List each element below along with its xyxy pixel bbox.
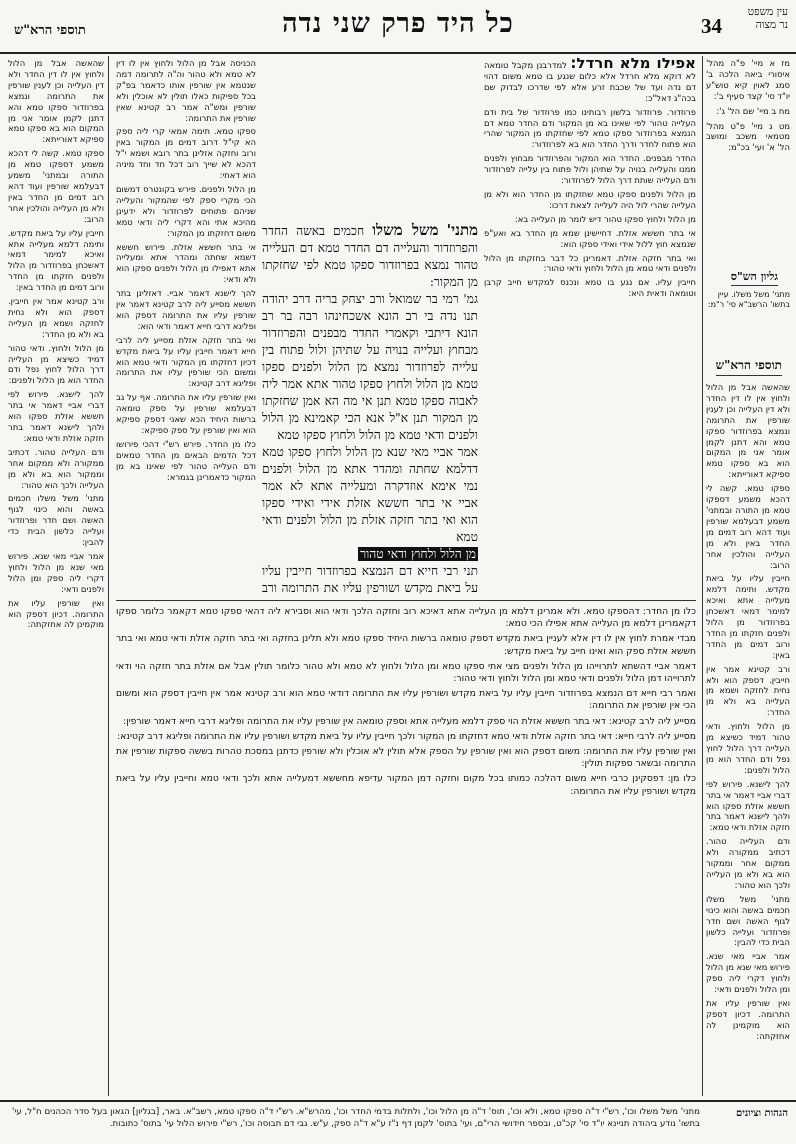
header-left-title: תוספי הרא"ש [14,23,86,38]
rashi-paragraph: פרוזדור. פרוזדור בלשון רבותינו כמו פרוזדור של בית ודם העלייה טהור לפי שאינו בא מן המקור ודם החדר טמא דם הנמצא בפרוזדור ספקו טמא לפי שחזקתו מן המקור שהרי הוא פתוח לחדר ודרך החדר הוא בא לפרוזדור: [484,106,696,150]
tosafot-paragraph: ואי בתר חזקה אזלת מסייע ליה לרבי חייא דאמר חייבין עליו על ביאת מקדש דכיון דחזקתו מן המקור ודאי טמא הוא ומשום הכי שורפין עליו את התרומה ופליגא דרב קטינא: [116,334,256,389]
page-header [0,0,796,54]
gemara-paragraph [262,546,478,563]
section-divider [116,600,696,601]
tosafot-paragraph: ספקו טמא. תימה אמאי קרי ליה ספק הא קי"ל דרוב דמים מן המקור באין ורוב וחזקה אזלינן בתר רובא ושמא י"ל דהכא לא שייך רוב דכל חד וחד מיניה הוא דאתי: [116,126,256,181]
tosafot-paragraph: הכניסה אבל מן הלול ולחוץ אין לו דין לא טמא ולא טהור וה"ה לתרומה דמה שנטמא אין שורפין אותו כדאמר בפ"ק בכל ספיקות כאלו תולין לא אוכלין ולא שורפין ומש"ה אמר רב קטינא שאין שורפין את התרומה: [116,58,256,123]
left-margin-paragraph: אמר אביי מאי שנא. פירוש מאי שנא מן הלול ולחוץ דקרי ליה ספק ומן הלול ולפנים ודאי: [8,550,104,594]
rashi-paragraph [484,58,696,104]
left-margin-paragraph: חייבין עליו על ביאת מקדש. ותימה דלמא מעלייה אתא ואיכא למימר דמאי דאשכחן בפרוזדור מן הלול ולפנים חזקתו מן החדר ורוב דמים מן החדר באין: [8,227,104,293]
left-margin-paragraph: ספקו טמא. קשה לי דהכא משמע דספקו טמא מן התורה ובמתני' משמע דבעלמא שורפין ועוד דהא רוב דמים מן החדר באין ולא מן העלייה והולכין אחר הרוב: [8,148,104,224]
gemara-paragraph: גמ' רמי בר שמואל ורב יצחק בריה דרב יהודה תנו נדה בי רב הונא אשכחינהו רבה בר רב הונא דיתבי וקאמרי החדר מבפנים והפרוזדור מבחוץ ועלייה בנויה על שתיהן ולול פתוח בין עלייה לפרוזדור נמצא מן הלול ולפנים ספקו טמא מן הלול ולחוץ ספקו טהור אתא אמר ליה לאבוה ספקו טמא תנן אי מה הא אמן שחזקתו מן המקור תנן א"ל אנא הכי קאמינא מן הלול ולפנים ודאי טמא מן הלול ולחוץ ספקו טמא [262,292,478,442]
tosafot-paragraph: ואין שורפין עליו את התרומה. אף על גב דבעלמא שורפין על ספק טומאה ברשות היחיד הכא שאני דספק ספיקא הוא ואין שורפין על ספק ספיקא: [116,392,256,435]
rashi-paragraph: חייבין עליו. אם נגע בו טמא ונכנס למקדש חייב קרבן וטומאה ודאית היא: [484,277,696,299]
page-number: 34 [701,14,722,38]
lower-commentary-paragraph: כלו מן: דפסקינן כרבי חייא משום דהלכה כמותו בכל מקום וחזקה דמן המקור עדיפא מחששא דמעלייה אתא ולכך ודאי טמא וחייבין עליו על ביאת מקדש ושורפין עליו את התרומה: [116,773,696,797]
column-divider [108,56,109,1096]
lower-commentary-paragraph: מסייע ליה לרב קטינא: דאי בתר חששא אזלת הוי ספק דלמא מעלייה אתא וספק טומאה אין שורפין עליו את התרומה ופליגא דרבי חייא דאמר שורפין: [122,715,696,727]
lower-commentary-paragraph: מבדי אמרת לחוץ אין לו דין אלא לעניין ביאת מקדש דספק טומאה ברשות היחיד ספקו טמא ולא תלינן בחזקה ואי בתר חזקה אזלת ודאי טמא ואי בתר חששא אזלת ספק הוא ואינו חייב על ביאת מקדש: [116,633,696,657]
tosafot-harash-label: תוספי הרא"ש [716,358,782,376]
left-margin-paragraph: ודם העלייה טהור. דכתיב ממקורה ולא ממקום אחר וממקור הוא בא ולא מן העלייה ולכך הוא טהור: [8,446,104,490]
tosafot-paragraph: אי בתר חששא אזלת. פירוש חששא דשמא שחתה ומהדר אתא ומעלייה אתא דאפילו מן הלול ולפנים ספקו הוא ולא ודאי: [116,241,256,285]
ein-mishpat-entry: מט ג מיי' פ"ט מהל' מטמאי משכב ומושב הל' א' ועי' בכ"מ: [706,120,790,153]
mishnah-text: חכמים באשה החדר והפרוזדור והעלייה דם החדר טמא דם העלייה טהור נמצא בפרוזדור ספקו טמא לפי שחזקתו מן המקור: [262,224,478,289]
rashi-commentary [484,58,696,578]
ein-mishpat-entry: מח ב מיי' שם הל' ג': [716,105,790,116]
gemara-paragraph: אמר אביי מאי שנא מן הלול ולחוץ ספקו טמא דדלמא שחתה ומהדר אתא מן הלול ולפנים נמי אימא אוזדקרה ומעלייה אתא לא אמר אביי אי בתר חששא אזלת אידי ואידי ספקו הוא ואי בתר חזקה אזלת מן הלול ולפנים ודאי טמא [262,445,478,544]
gemara-main-text [262,222,478,594]
gilyon-label: גליון הש"ס [731,270,778,286]
tosafot-harash-paragraph: ספקו טמא. קשה לי דהכא משמע דספקו טמא מן התורה ובמתני' משמע דבעלמא שורפין ועוד דהא רוב דמים מן החדר באין ולא מן העלייה והולכין אחר הרוב: [706,483,790,570]
rashi-paragraph: מן הלול ולחוץ ספקו טהור דיש לומר מן העלייה בא: [514,213,696,224]
rashi-paragraph-text: למדרבנן מקבל טומאה לא דוקא מלא חרדל אלא כלום שנגע בו טמא משום דהוי דם נדה ועד של שכבת זרע אלא לפי שדרכו לבדוק שם בכה"ג דאל"כ: [484,60,696,103]
tosafot-harash-paragraph: אמר אביי מאי שנא. פירוש מאי שנא מן הלול ולחוץ דקרי ליה ספק ומן הלול ולפנים ודאי: [706,951,790,995]
tosafot-commentary [116,58,256,594]
tosafot-harash-paragraph: להך לישנא. פירוש לפי דברי אביי דאמר אי בתר חששא אזלת ספקו הוא ולהך לישנא דאמר בתר חזקה אזלת ודאי טמא: [706,778,790,833]
tosafot-paragraph: מן הלול ולפנים. פירש בקונטרס דמשום הכי מקרי ספק לפי שהמקור והעלייה שניהם פתוחים לפרוזדור ולא ידעינן מהיכא אתי והא דקרי ליה ודאי טמא משום דחזקתו מן המקור: [116,183,256,238]
left-margin-paragraph: להך לישנא. פירוש לפי דברי אביי דאמר אי בתר חששא אזלת ספקו הוא ולהך לישנא דאמר בתר חזקה אזלת ודאי טמא: [8,389,104,443]
lower-commentary-paragraph: מסייע ליה לרבי חייא: דאי בתר חזקה אזלת ודאי טמא דחזקתו מן המקור ולכך חייבין עליו על ביאת מקדש ושורפין עליו את התרומה ופליגא דרב קטינא: [117,730,696,742]
left-margin-commentary [8,58,104,1094]
tosafot-harash-paragraph: ואין שורפין עליו את התרומה. דכיון דספק הוא מוקמינן לה אחזקתה: [706,997,790,1041]
mishnah-title: משל משלו [372,222,439,239]
tosafot-harash-paragraph: ורב קטינא אמר אין חייבין. דספק הוא ולא נחית לחזקה ושמא מן העלייה בא ולא מן החדר: [706,663,790,718]
lower-commentary-paragraph: דאמר אביי דהשתא לתרוייהו מן הלול ולפנים מצי אתי ספקו טמא ומן הלול ולחוץ לא טמא ולא טהור כלומר תולין אבל אם אזלת בתר חזקה הוי ודאי לתרוייהו דמן הלול ולפנים ודאי טמא ומן הלול ולחוץ ודאי טהור: [116,660,696,685]
tosafot-paragraph: להך לישנא דאמר אביי. דאזלינן בתר חששא מסייע ליה לרב קטינא דאמר אין שורפין עליו את התרומה דספק הוא ופליגא דרבי חייא דאמר ודאי הוא: [116,288,256,331]
tosafot-harash-paragraph: שהאשה אבל מן הלול ולחוץ אין לו דין החדר ולא דין העלייה וכן לענין שורפין את התרומה ונמצא בפרוזדור ספקו טמא והא דתנן לקמן אומר אני מן המקום הוא בא ספקו טמא ספיקא דאורייתא: [706,382,790,480]
left-margin-paragraph: ורב קטינא אמר אין חייבין. דספק הוא ולא נחית לחזקה ושמא מן העלייה בא ולא מן החדר: [8,296,104,339]
left-margin-paragraph: ואין שורפין עליו את התרומה. דכיון דספק הוא מוקמינן לה אחזקתה: [8,597,104,630]
tosafot-paragraph: כלו מן החדר. פירש רש"י דהכי פירושו דכל הדמים הבאים מן החדר טמאים ודם העלייה טהור לפי שאינו בא מן המקור כדאמרינן בגמרא: [116,438,256,482]
rashi-paragraph: ואי בתר חזקה אזלת. דאמרינן כל דבר בחזקתו מן הלול ולפנים ודאי טמא מן הלול ולחוץ ודאי טהור: [484,252,696,274]
left-margin-paragraph: מן הלול ולחוץ. ודאי טהור דמיד כשיצא מן העלייה דרך הלול לחוץ נפל ודם החדר הוא מן הלול ולפנים: [8,342,104,386]
lower-commentary-block [116,606,696,1094]
highlighted-phrase: מן הלול ולחוץ ודאי טהור [360,547,476,561]
lower-commentary-paragraph: כלו מן החדר: דהספקו טמא. ולא אמרינן דלמא מן העלייה אתא דאיכא רוב וחזקה הלכך ודאי הוא וסבירא ליה דהאי ספקו טמא דקאמר כלומר ספקו דקאמרינן דלמא מן העלייה אתא אפילו הכי טמא: [116,606,696,630]
tosafot-harash-paragraph: מתני' משל משלו חכמים באשה והוא כינוי לגוף האשה ושם חדר ופרוזדור ועלייה כלשון הבית כדי להבין: [706,893,790,948]
hagahot-label: הגהות וציונים [735,1108,788,1119]
lower-commentary-paragraph: ואין שורפין עליו את התרומה: משום דספק הוא ואין שורפין על הספק אלא תולין לא אוכלין ולא שורפין כדתנן במסכת טהרות בששה ספקות שורפין את התרומה ובשאר ספקות תולין: [116,746,696,770]
gemara-paragraph: תני רבי חייא דם הנמצא בפרוזדור חייבין עליו על ביאת מקדש ושורפין עליו את התרומה ורב [262,564,478,594]
rashi-paragraph: אי בתר חששא אזלת. דחיישינן שמא מן החדר בא ואע"פ שנמצא חוץ ללול אידי ואידי ספקו הוא: [484,227,696,249]
eyn-mishpat-line-2: נר מצוה [755,19,788,31]
column-divider [702,56,703,1096]
eyn-mishpat-line-1: עין משפט [747,6,788,18]
lower-commentary-paragraph: ואמר רבי חייא דם הנמצא בפרוזדור חייבין עליו על ביאת מקדש ושורפין עליו את התרומה דודאי טמא הוא ורב קטינא אמר אין חייבין דספק הוא ומשום הכי אין שורפין את התרומה: [116,688,696,712]
tosafot-harash-column [706,382,790,1094]
tosafot-harash-paragraph: מן הלול ולחוץ. ודאי טהור דמיד כשיצא מן העלייה דרך הלול לחוץ נפל ודם החדר הוא מן הלול ולפנים: [706,721,790,775]
rashi-paragraph: מן הלול ולפנים ספקו טמא שחזקתו מן החדר הוא ולא מן העלייה שהרי לול היה לעלייה לצאת דרכו: [484,188,696,210]
mishnah-intro: מתני' [446,222,478,239]
left-margin-paragraph: מתני' משל משלו חכמים באשה והוא כינוי לגוף האשה ושם חדר ופרוזדור ועלייה כלשון הבית כדי להבין: [8,493,104,548]
eyn-mishpat-heading [748,6,788,32]
tosafot-harash-paragraph: חייבין עליו על ביאת מקדש. ותימה דלמא מעלייה אתא ואיכא למימר דמאי דאשכחן בפרוזדור מן הלול ולפנים חזקתו מן החדר ורוב דמים מן החדר באין: [706,573,790,660]
gilyon-note: מתני' משל משלו. עיין בתשו' הרשב"א סי' ר"מ: [707,290,790,309]
tosafot-harash-paragraph: ודם העלייה טהור. דכתיב ממקורה ולא ממקום אחר וממקור הוא בא ולא מן העלייה ולכך הוא טהור: [706,836,790,890]
rashi-paragraph: החדר מבפנים. החדר הוא המקור והפרוזדור מבחוץ ולפנים ממנו והעלייה בנויה על שתיהן ולול פתוח בין עלייה לפרוזדור ודם העלייה שותת דרך הלול לפרוזדור: [484,153,696,186]
ein-mishpat-entry: מז א מיי' פ"ה מהל' איסורי ביאה הלכה ב' סמג לאוין קיא טוש"ע יו"ד סי' קצד סעיף ב': [706,58,790,101]
header-title: כל היד פרק שני נדה [282,8,514,39]
mishnah-paragraph [262,222,478,291]
hagahot-text: מתני' משל משלו וכו', רש"י ד"ה ספקו טמא, ולא וכו', תוס' ד"ה מן הלול וכו', ולתלות בדמי החדר וכו', מהרש"א. רש"י ד"ה ספקו טמא, רשב"א. באר, [בגליון] הגאון בעל סדר הכהנים ח"ל, עי' בתשו' נודע ביהודה תניינא יו"ד סי' קכ"ט, ובספר חידושי הרי"ם, ועי' בתוס' לקמן דף נ"ז ע"א ד"ה ספק, ע"ש. גבי דם תבוסה וכו', רש"י פירוש הלול עי' בתוס' כתובות. [12,1107,700,1129]
page-footer [0,1100,796,1144]
rashi-opening-words: אפילו מלא חרדל: [570,58,696,72]
left-margin-paragraph: שהאשה אבל מן הלול ולחוץ אין לו דין החדר ולא דין העלייה וכן לענין שורפין את התרומה ונמצא בפרוזדור ספקו טמא והא דתנן לקמן אומר אני מן המקום הוא בא ספקו טמא ספיקא דאורייתא: [8,58,104,145]
